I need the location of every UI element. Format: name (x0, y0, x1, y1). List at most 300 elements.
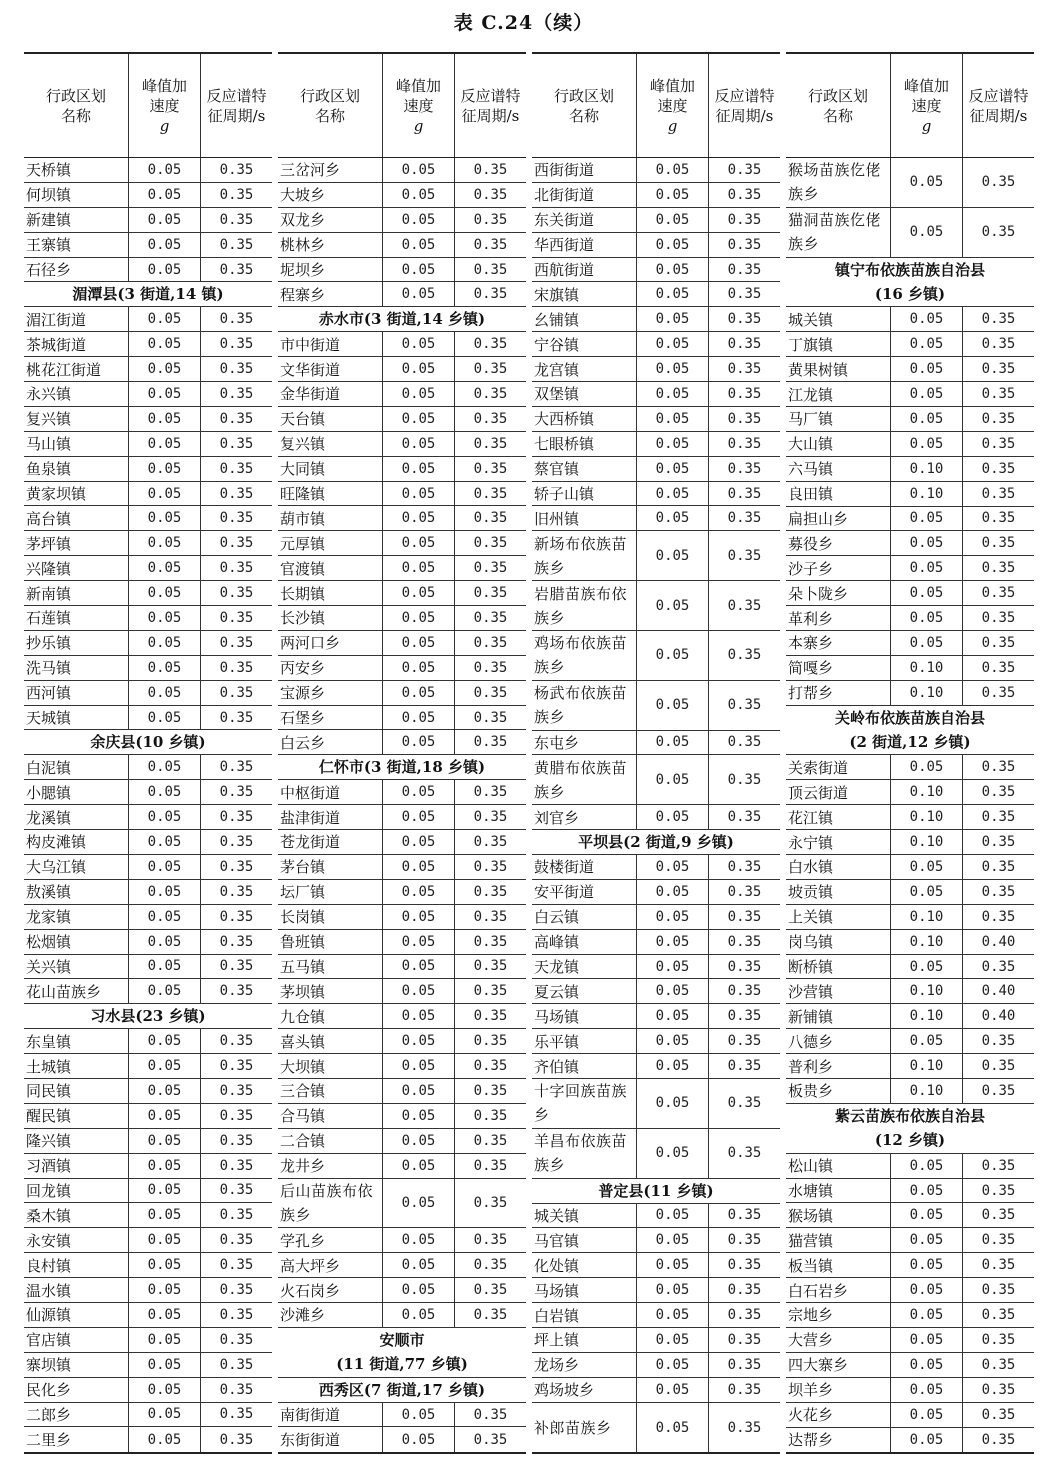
characteristic-period: 0.35 (708, 1054, 780, 1078)
characteristic-period: 0.35 (962, 1353, 1034, 1377)
table-row (278, 357, 526, 382)
region-name: 茅台镇 (280, 858, 326, 877)
peak-acceleration: 0.05 (382, 282, 454, 306)
header-name-text: 行政区划名称 (45, 86, 106, 125)
table-title: 表 C.24（续） (453, 12, 594, 34)
table-row (278, 1253, 526, 1278)
peak-acceleration: 0.05 (382, 1004, 454, 1028)
peak-acceleration: 0.05 (128, 979, 200, 1003)
region-name: 鸡场布依族苗族乡 (534, 634, 628, 677)
table-row (278, 332, 526, 357)
table-row (24, 979, 272, 1004)
region-name: 化处镇 (534, 1256, 580, 1275)
region-name: 轿子山镇 (534, 485, 595, 504)
table-row (786, 755, 1034, 780)
peak-acceleration: 0.05 (636, 855, 708, 879)
region-name: 东皇镇 (26, 1032, 72, 1051)
characteristic-period: 0.35 (962, 1029, 1034, 1053)
table-row (278, 282, 526, 307)
characteristic-period: 0.35 (708, 1029, 780, 1053)
characteristic-period: 0.35 (454, 531, 526, 555)
region-name: 上关镇 (788, 908, 834, 927)
characteristic-period: 0.35 (708, 233, 780, 257)
peak-acceleration: 0.05 (890, 432, 962, 456)
table-row (786, 581, 1034, 606)
region-name: 茅坝镇 (280, 982, 326, 1001)
region-name: 马厂镇 (788, 410, 834, 429)
characteristic-period: 0.35 (454, 382, 526, 406)
region-name: 何坝镇 (26, 186, 72, 205)
peak-acceleration: 0.05 (382, 158, 454, 182)
characteristic-period: 0.35 (708, 1303, 780, 1327)
characteristic-period: 0.35 (454, 1154, 526, 1178)
region-name: 大营乡 (788, 1331, 834, 1350)
peak-acceleration: 0.05 (128, 1378, 200, 1402)
table-row (24, 1129, 272, 1154)
region-name: 石堡乡 (280, 709, 326, 728)
section-title: (11 街道,77 乡镇) (336, 1355, 468, 1374)
region-name: 羊昌布依族苗族乡 (534, 1132, 628, 1175)
characteristic-period: 0.35 (962, 880, 1034, 904)
characteristic-period: 0.35 (454, 780, 526, 804)
characteristic-period: 0.35 (200, 1203, 272, 1227)
header-name (278, 54, 382, 157)
characteristic-period: 0.35 (200, 780, 272, 804)
characteristic-period: 0.35 (200, 432, 272, 456)
region-name: 构皮滩镇 (26, 833, 87, 852)
data-table (24, 52, 1034, 1454)
header-pga (890, 54, 962, 157)
table-row (24, 755, 272, 780)
peak-acceleration: 0.05 (128, 432, 200, 456)
section-title: (12 乡镇) (874, 1131, 946, 1150)
characteristic-period: 0.35 (200, 656, 272, 680)
region-name: 宋旗镇 (534, 285, 580, 304)
table-row (532, 979, 780, 1004)
characteristic-period: 0.35 (200, 1427, 272, 1452)
peak-acceleration: 0.05 (128, 581, 200, 605)
table-row (532, 731, 780, 756)
region-name: 杨武布依族苗族乡 (534, 684, 628, 727)
region-name: 桃花江街道 (26, 360, 102, 379)
characteristic-period: 0.35 (708, 432, 780, 456)
region-name: 龙溪镇 (26, 808, 72, 827)
table-row (532, 531, 780, 581)
region-name: 坝羊乡 (788, 1381, 834, 1400)
region-name: 火石岗乡 (280, 1281, 341, 1300)
region-name: 王寨镇 (26, 236, 72, 255)
peak-acceleration: 0.05 (890, 407, 962, 431)
characteristic-period: 0.35 (708, 681, 780, 730)
region-name: 猴场苗族仡佬族乡 (788, 161, 882, 204)
table-row (24, 631, 272, 656)
peak-acceleration: 0.05 (128, 1154, 200, 1178)
region-name: 马场镇 (534, 1007, 580, 1026)
table-row (786, 158, 1034, 208)
table-row (278, 457, 526, 482)
section-title: (2 街道,12 乡镇) (849, 733, 971, 752)
table-row (24, 1328, 272, 1353)
region-name: 官店镇 (26, 1331, 72, 1350)
table-row (532, 382, 780, 407)
section-title: 仁怀市(3 街道,18 乡镇) (318, 758, 486, 777)
peak-acceleration: 0.10 (890, 930, 962, 954)
peak-acceleration: 0.05 (636, 1253, 708, 1277)
characteristic-period: 0.35 (962, 1328, 1034, 1352)
header-pga-text: 峰值加速度 (649, 76, 695, 115)
peak-acceleration: 0.05 (890, 1029, 962, 1053)
region-name: 大乌江镇 (26, 858, 87, 877)
table-row (278, 208, 526, 233)
table-row (786, 1328, 1034, 1353)
peak-acceleration: 0.05 (128, 1353, 200, 1377)
table-row (278, 631, 526, 656)
table-row (786, 955, 1034, 980)
table-row (278, 183, 526, 208)
section-header (278, 307, 526, 332)
characteristic-period: 0.35 (200, 581, 272, 605)
peak-acceleration: 0.05 (636, 1204, 708, 1228)
peak-acceleration: 0.05 (128, 855, 200, 879)
characteristic-period: 0.35 (962, 457, 1034, 481)
peak-acceleration: 0.05 (636, 1278, 708, 1302)
header-pga-unit: g (159, 116, 170, 135)
table-panel-4 (786, 52, 1034, 1454)
characteristic-period: 0.35 (200, 830, 272, 854)
characteristic-period: 0.35 (962, 855, 1034, 879)
characteristic-period: 0.35 (454, 1029, 526, 1053)
table-row (24, 556, 272, 581)
section-title: 镇宁布依族苗族自治县 (834, 260, 985, 279)
region-name: 城关镇 (788, 310, 834, 329)
table-row (278, 1154, 526, 1179)
characteristic-period: 0.35 (708, 755, 780, 804)
table-row (532, 1278, 780, 1303)
characteristic-period: 0.35 (962, 482, 1034, 506)
table-row (278, 1427, 526, 1452)
characteristic-period: 0.35 (962, 556, 1034, 580)
table-row (278, 1104, 526, 1129)
table-row (24, 905, 272, 930)
table-row (532, 233, 780, 258)
peak-acceleration: 0.05 (128, 258, 200, 282)
region-name: 沙子乡 (788, 559, 834, 578)
table-row (532, 1403, 780, 1453)
region-name: 宁谷镇 (534, 335, 580, 354)
table-row (786, 1179, 1034, 1204)
region-name: 盐津街道 (280, 808, 341, 827)
peak-acceleration: 0.05 (128, 656, 200, 680)
characteristic-period: 0.35 (708, 1328, 780, 1352)
region-name: 双龙乡 (280, 211, 326, 230)
region-name: 兴隆镇 (26, 559, 72, 578)
table-row (532, 1378, 780, 1403)
region-name: 寨坝镇 (26, 1356, 72, 1375)
section-header (532, 830, 780, 855)
table-row (532, 1353, 780, 1378)
characteristic-period: 0.35 (708, 332, 780, 356)
table-row (278, 407, 526, 432)
section-title: 平坝县(2 街道,9 乡镇) (578, 833, 734, 852)
peak-acceleration: 0.05 (382, 1253, 454, 1277)
region-name: 花江镇 (788, 808, 834, 827)
region-name: 白水镇 (788, 858, 834, 877)
table-row (532, 183, 780, 208)
characteristic-period: 0.35 (962, 581, 1034, 605)
region-name: 二里乡 (26, 1431, 72, 1450)
characteristic-period: 0.35 (454, 282, 526, 306)
table-row (278, 930, 526, 955)
characteristic-period: 0.35 (200, 407, 272, 431)
characteristic-period: 0.35 (708, 581, 780, 630)
characteristic-period: 0.35 (962, 1303, 1034, 1327)
region-name: 官渡镇 (280, 559, 326, 578)
characteristic-period: 0.35 (454, 1079, 526, 1103)
table-row (24, 581, 272, 606)
region-name: 回龙镇 (26, 1181, 72, 1200)
peak-acceleration: 0.10 (890, 830, 962, 854)
region-name: 猫洞苗族仡佬族乡 (788, 211, 882, 254)
peak-acceleration: 0.05 (128, 955, 200, 979)
peak-acceleration: 0.05 (890, 208, 962, 257)
header-pga-text: 峰值加速度 (903, 76, 949, 115)
characteristic-period: 0.35 (962, 681, 1034, 705)
characteristic-period: 0.35 (200, 258, 272, 282)
table-row (24, 706, 272, 731)
table-row (278, 531, 526, 556)
characteristic-period: 0.35 (708, 482, 780, 506)
region-name: 六马镇 (788, 460, 834, 479)
region-name: 同民镇 (26, 1082, 72, 1101)
table-panel-3 (532, 52, 780, 1454)
peak-acceleration: 0.05 (128, 905, 200, 929)
region-name: 新建镇 (26, 211, 72, 230)
table-row (278, 258, 526, 283)
peak-acceleration: 0.05 (128, 1104, 200, 1128)
region-name: 三合镇 (280, 1082, 326, 1101)
region-name: 文华街道 (280, 360, 341, 379)
table-row (24, 233, 272, 258)
region-name: 白泥镇 (26, 758, 72, 777)
table-header (786, 54, 1034, 158)
region-name: 七眼桥镇 (534, 435, 595, 454)
peak-acceleration: 0.05 (636, 1129, 708, 1178)
characteristic-period: 0.35 (962, 905, 1034, 929)
table-row (24, 1427, 272, 1452)
table-row (24, 382, 272, 407)
region-name: 花山苗族乡 (26, 982, 102, 1001)
table-row (786, 482, 1034, 507)
characteristic-period: 0.35 (962, 780, 1034, 804)
table-row (786, 905, 1034, 930)
characteristic-period: 0.35 (962, 1403, 1034, 1427)
region-name: 喜头镇 (280, 1032, 326, 1051)
characteristic-period: 0.40 (962, 979, 1034, 1003)
characteristic-period: 0.35 (708, 1378, 780, 1402)
table-row (532, 208, 780, 233)
region-name: 普利乡 (788, 1057, 834, 1076)
section-title: 关岭布依族苗族自治县 (834, 709, 985, 728)
peak-acceleration: 0.05 (636, 880, 708, 904)
table-row (532, 805, 780, 830)
characteristic-period: 0.35 (962, 531, 1034, 555)
table-row (24, 482, 272, 507)
characteristic-period: 0.35 (454, 1403, 526, 1427)
region-name: 鱼泉镇 (26, 460, 72, 479)
characteristic-period: 0.35 (200, 482, 272, 506)
peak-acceleration: 0.05 (636, 1079, 708, 1128)
header-pga (382, 54, 454, 157)
section-header (786, 258, 1034, 308)
table-row (532, 357, 780, 382)
region-name: 茶城街道 (26, 335, 87, 354)
peak-acceleration: 0.05 (636, 930, 708, 954)
peak-acceleration: 0.05 (382, 1079, 454, 1103)
region-name: 桑木镇 (26, 1206, 72, 1225)
peak-acceleration: 0.05 (636, 282, 708, 306)
characteristic-period: 0.35 (962, 1079, 1034, 1103)
peak-acceleration: 0.05 (382, 233, 454, 257)
characteristic-period: 0.35 (200, 905, 272, 929)
region-name: 天城镇 (26, 709, 72, 728)
table-row (24, 955, 272, 980)
peak-acceleration: 0.05 (382, 1427, 454, 1452)
characteristic-period: 0.35 (454, 1104, 526, 1128)
peak-acceleration: 0.05 (382, 1278, 454, 1302)
peak-acceleration: 0.05 (890, 1179, 962, 1203)
region-name: 坭坝乡 (280, 261, 326, 279)
region-name: 幺铺镇 (534, 310, 580, 329)
table-row (24, 506, 272, 531)
header-name-text: 行政区划名称 (807, 86, 868, 125)
peak-acceleration: 0.05 (382, 855, 454, 879)
characteristic-period: 0.35 (454, 656, 526, 680)
table-row (532, 407, 780, 432)
table-row (278, 780, 526, 805)
header-pga-unit: g (667, 116, 678, 135)
table-row (278, 1278, 526, 1303)
table-row (786, 880, 1034, 905)
peak-acceleration: 0.05 (636, 731, 708, 755)
characteristic-period: 0.35 (454, 1253, 526, 1277)
peak-acceleration: 0.05 (636, 457, 708, 481)
characteristic-period: 0.35 (454, 183, 526, 207)
region-name: 蔡官镇 (534, 460, 580, 479)
characteristic-period: 0.35 (454, 681, 526, 705)
peak-acceleration: 0.05 (636, 1228, 708, 1252)
section-header (278, 1378, 526, 1403)
characteristic-period: 0.35 (962, 1203, 1034, 1227)
peak-acceleration: 0.05 (382, 1403, 454, 1427)
characteristic-period: 0.35 (200, 706, 272, 730)
peak-acceleration: 0.10 (890, 681, 962, 705)
peak-acceleration: 0.05 (636, 357, 708, 381)
peak-acceleration: 0.05 (890, 507, 962, 531)
table-row (278, 880, 526, 905)
region-name: 黄家坝镇 (26, 485, 87, 504)
section-title: 赤水市(3 街道,14 乡镇) (318, 310, 486, 329)
peak-acceleration: 0.05 (890, 1203, 962, 1227)
region-name: 补郎苗族乡 (534, 1418, 612, 1437)
peak-acceleration: 0.05 (382, 979, 454, 1003)
region-name: 坡贡镇 (788, 883, 834, 902)
region-name: 鸡场坡乡 (534, 1381, 595, 1400)
peak-acceleration: 0.05 (128, 1303, 200, 1327)
characteristic-period: 0.35 (200, 855, 272, 879)
peak-acceleration: 0.05 (128, 1228, 200, 1252)
header-period-text: 反应谱特征周期/s (968, 86, 1029, 125)
characteristic-period: 0.35 (708, 979, 780, 1003)
peak-acceleration: 0.10 (890, 979, 962, 1003)
peak-acceleration: 0.05 (636, 432, 708, 456)
table-panel-1 (24, 52, 272, 1454)
characteristic-period: 0.35 (454, 482, 526, 506)
table-row (786, 656, 1034, 681)
peak-acceleration: 0.05 (382, 432, 454, 456)
peak-acceleration: 0.05 (636, 506, 708, 530)
region-name: 大坡乡 (280, 186, 326, 205)
region-name: 马官镇 (534, 1231, 580, 1250)
section-header (278, 755, 526, 780)
characteristic-period: 0.35 (454, 880, 526, 904)
table-row (278, 1129, 526, 1154)
header-period-text: 反应谱特征周期/s (714, 86, 775, 125)
region-name: 板当镇 (788, 1256, 834, 1275)
region-name: 打帮乡 (788, 684, 834, 703)
characteristic-period: 0.35 (962, 830, 1034, 854)
peak-acceleration: 0.05 (636, 1029, 708, 1053)
table-row (24, 805, 272, 830)
characteristic-period: 0.35 (200, 556, 272, 580)
characteristic-period: 0.35 (962, 407, 1034, 431)
characteristic-period: 0.35 (454, 1129, 526, 1153)
characteristic-period: 0.35 (708, 1204, 780, 1228)
region-name: 龙场乡 (534, 1356, 580, 1375)
peak-acceleration: 0.05 (636, 905, 708, 929)
peak-acceleration: 0.05 (382, 581, 454, 605)
region-name: 两河口乡 (280, 634, 341, 653)
region-name: 扁担山乡 (788, 509, 849, 528)
characteristic-period: 0.35 (708, 930, 780, 954)
characteristic-period: 0.35 (454, 1278, 526, 1302)
table-row (278, 1054, 526, 1079)
characteristic-period: 0.35 (962, 656, 1034, 680)
peak-acceleration: 0.05 (128, 208, 200, 232)
table-row (24, 407, 272, 432)
characteristic-period: 0.35 (200, 606, 272, 630)
peak-acceleration: 0.05 (636, 631, 708, 680)
table-row (278, 432, 526, 457)
table-row (532, 158, 780, 183)
table-row (24, 1154, 272, 1179)
region-name: 革利乡 (788, 609, 834, 628)
characteristic-period: 0.35 (962, 208, 1034, 257)
characteristic-period: 0.35 (200, 1079, 272, 1103)
peak-acceleration: 0.05 (128, 606, 200, 630)
table-row (278, 382, 526, 407)
table-row (532, 332, 780, 357)
table-row (786, 332, 1034, 357)
table-row (24, 606, 272, 631)
peak-acceleration: 0.05 (128, 1328, 200, 1352)
section-header (786, 1104, 1034, 1154)
table-row (786, 1203, 1034, 1228)
characteristic-period: 0.35 (200, 930, 272, 954)
table-row (278, 581, 526, 606)
region-name: 募役乡 (788, 534, 834, 553)
table-row (24, 208, 272, 233)
peak-acceleration: 0.05 (636, 307, 708, 331)
